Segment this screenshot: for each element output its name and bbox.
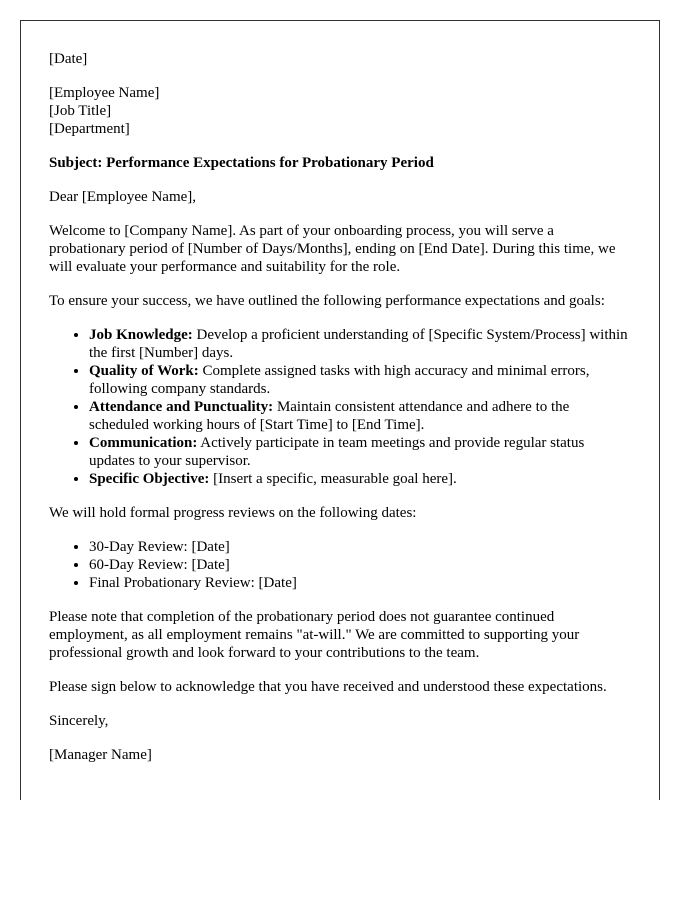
signature-name: [Manager Name] [49,747,152,763]
expectations-list [49,326,631,488]
reviews-list [49,538,631,592]
expectation-label: Attendance and Punctuality: [89,399,274,415]
recipient-block [49,84,631,138]
list-item: • Final Probationary Review: [Date] [89,574,631,592]
recipient-name: [Employee Name] [49,85,160,101]
list-item [89,362,631,398]
reviews-intro: We will hold formal progress reviews on the following dates: [49,505,417,521]
expectation-label: Quality of Work: [89,363,199,379]
letter-date: [Date] [49,51,88,67]
expectation-text: Maintain consistent attendance and adhere to the scheduled working hours of [Start Time] to [End Time]. [89,399,570,433]
letter-subject: Subject: Performance Expectations for Probationary Period [49,155,434,171]
salutation: Dear [Employee Name], [49,189,197,205]
recipient-department: [Department] [49,121,130,137]
expectation-label: Job Knowledge: [89,327,193,343]
expectation-label: Specific Objective: [89,471,210,487]
list-item: • 30-Day Review: [Date] [89,538,631,556]
letter-document [20,20,660,800]
note-paragraph: Please note that completion of the probationary period does not guarantee continued employment, as all employment remains "at-will." We are committed to supporting your professional growth and look forward to your contributions to the team. [49,609,580,661]
recipient-job-title: [Job Title] [49,103,112,119]
expectation-label: Communication: [89,435,198,451]
expectation-text: Develop a proficient understanding of [Specific System/Process] within the first [Number] days. [89,327,628,361]
list-item [89,326,631,362]
list-item [89,434,631,470]
expectations-intro: To ensure your success, we have outlined the following performance expectations and goals: [49,293,605,309]
acknowledge-paragraph: Please sign below to acknowledge that you have received and understood these expectations. [49,679,607,695]
list-item [89,398,631,434]
closing: Sincerely, [49,713,109,729]
intro-paragraph: Welcome to [Company Name]. As part of your onboarding process, you will serve a probationary period of [Number of Days/Months], ending on [End Date]. During this time, we will evaluate your performance and suitability for the role. [49,223,616,275]
list-item [89,470,631,488]
list-item: • 60-Day Review: [Date] [89,556,631,574]
expectation-text: Complete assigned tasks with high accuracy and minimal errors, following company standards. [89,363,590,397]
expectation-text: Actively participate in team meetings and provide regular status updates to your supervisor. [89,435,585,469]
expectation-text: [Insert a specific, measurable goal here]. [209,471,457,487]
